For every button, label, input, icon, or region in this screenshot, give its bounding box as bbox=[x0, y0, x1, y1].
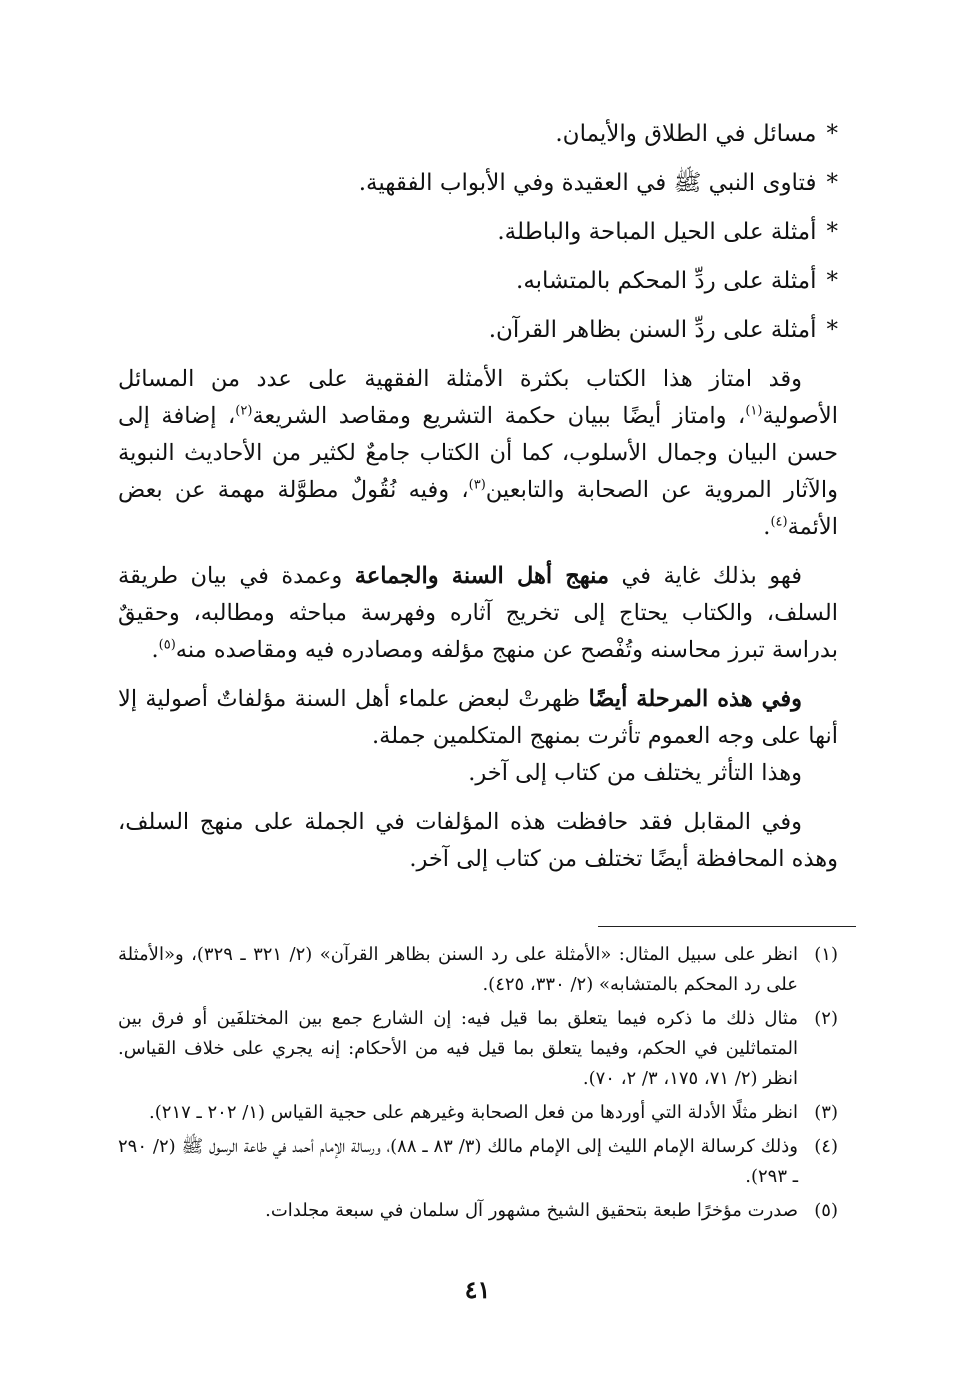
footnote-ref[interactable]: (٣) bbox=[468, 477, 486, 493]
footnote-ref[interactable]: (٥) bbox=[158, 637, 176, 653]
footnote-separator bbox=[598, 926, 856, 927]
bullet-item: *أمثلة على ردِّ السنن بظاهر القرآن. bbox=[488, 317, 838, 343]
page-number: ٤١ bbox=[464, 1275, 491, 1304]
bullet-item: *أمثلة على ردِّ المحكم بالمتشابه. bbox=[516, 268, 838, 294]
footnote-ref[interactable]: (٤) bbox=[770, 514, 788, 530]
asterisk-icon: * bbox=[826, 170, 838, 196]
footnote-ref[interactable]: (١) bbox=[745, 403, 763, 419]
asterisk-icon: * bbox=[826, 268, 838, 294]
footnote: (٥) صدرت مؤخرًا طبعة بتحقيق الشيخ مشهور آل سلمان في سبعة مجلدات. bbox=[265, 1200, 838, 1221]
footnote: (١) انظر على سبيل المثال: «الأمثلة على رد السنن بظاهر القرآن» (٢/ ٣٢١ ـ ٣٢٩)، و«الأمثلة على رد المحكم بالمتشابه» (٢/ ٣٣٠، ٤٢٥). bbox=[118, 944, 838, 995]
asterisk-icon: * bbox=[826, 317, 838, 343]
footnote-ref[interactable]: (٢) bbox=[235, 403, 253, 419]
paragraph-preservation: وفي المقابل فقد حافظت هذه المؤلفات في الجملة على منهج السلف، وهذه المحافظة أيضًا تختلف من كتاب إلى آخر. bbox=[118, 809, 838, 872]
footnote: (٤) وذلك كرسالة الإمام الليث إلى الإمام مالك (٣/ ٨٣ ـ ٨٨)، ورسالة الإمام أحمد في طاعة الرسول ﷺ (٢/ ٢٩٠ ـ ٢٩٣). bbox=[118, 1136, 838, 1187]
bullet-item: *فتاوى النبي ﷺ في العقيدة وفي الأبواب الفقهية. bbox=[358, 170, 838, 196]
bullet-item: *مسائل في الطلاق والأيمان. bbox=[555, 121, 838, 147]
asterisk-icon: * bbox=[826, 121, 838, 147]
paragraph-stage: وفي هذه المرحلة أيضًا ظهرتْ لبعض علماء أهل السنة مؤلفاتٌ أصولية إلا أنها على وجه العموم تأثرت بمنهج المتكلمين جملة. bbox=[118, 686, 838, 749]
main-text bbox=[118, 110, 838, 878]
paragraph-method: فهو بذلك غاية في منهج أهل السنة والجماعة وعمدة في بيان طريقة السلف، والكتاب يحتاج إلى تخريج آثاره وفهرسة مباحثه ومطالبه، وحقيقٌ بدراسة تبرز محاسنه وتُفْصح عن منهج مؤلفه ومصادره فيه ومقاصده منه$^{(٥)}$. bbox=[118, 563, 838, 663]
bullet-item: *أمثلة على الحيل المباحة والباطلة. bbox=[497, 219, 838, 245]
asterisk-icon: * bbox=[826, 219, 838, 245]
paragraph-book-features: وقد امتاز هذا الكتاب بكثرة الأمثلة الفقهية على عدد من المسائل الأصولية$^{(١)}$، وامتاز أيضًا ببيان حكمة التشريع ومقاصد الشريعة$^{(٢)}$، إضافة إلى حسن البيان وجمال الأسلوب، كما أن الكتاب جامعٌ لكثير من الأحاديث النبوية والآثار المروية عن الصحابة والتابعين$^{(٣)}$، وفيه نُقُولٌ مطوَّلة مهمة عن بعض الأئمة$^{(٤)}$. bbox=[118, 366, 838, 540]
footnotes bbox=[118, 940, 838, 1230]
paragraph-influence: وهذا التأثر يختلف من كتاب إلى آخر. bbox=[468, 760, 802, 786]
footnote: (٢) مثال ذلك ما ذكره فيما يتعلق بما قيل فيه: إن الشارع جمع بين المختلفَين أو فرق بين المتماثلين في الحكم، وفيما يتعلق بما قيل فيه من الأحكام: إنه يجري على خلاف القياس. انظر (٢/ ٧١، ١٧٥، ٣/ ٢، ٧٠). bbox=[118, 1008, 838, 1089]
footnote: (٣) انظر مثلًا الأدلة التي أوردها من فعل الصحابة وغيرهم على حجية القياس (١/ ٢٠٢ ـ ٢١٧). bbox=[149, 1102, 838, 1123]
